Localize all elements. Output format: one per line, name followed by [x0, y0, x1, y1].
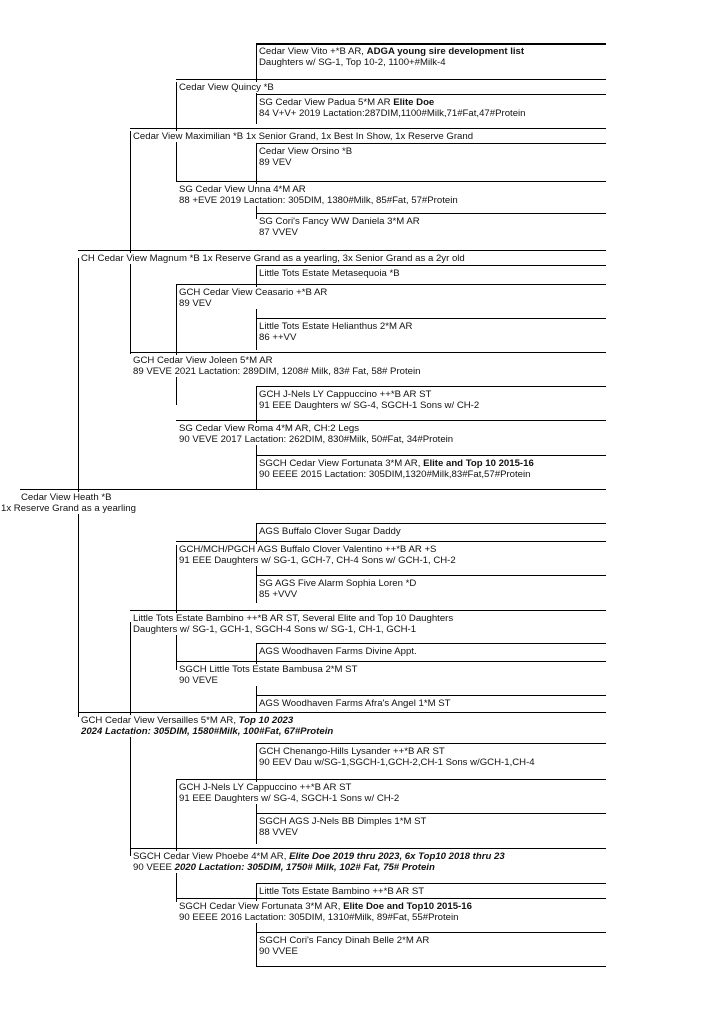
ancestor-name: SGCH AGS J-Nels BB Dimples 1*M ST	[259, 816, 427, 827]
ancestor-name: Little Tots Estate Bambino ++*B AR ST	[259, 886, 425, 897]
rule	[176, 420, 606, 421]
ancestor-details: 91 EEE Daughters w/ SG-1, GCH-7, CH-4 Sons w/ GCH-1, CH-2	[179, 555, 456, 567]
ancestor-name: Little Tots Estate Bambino ++*B AR ST, Several Elite and Top 10 Daughters	[133, 613, 454, 624]
ancestor-details: 87 VVEV	[259, 227, 298, 239]
rule	[176, 898, 606, 899]
bracket-line	[78, 258, 79, 717]
ancestor-dsds	[257, 646, 423, 657]
rule	[256, 643, 606, 644]
ancestor-name: GCH Chenango-Hills Lysander ++*B AR ST	[259, 746, 445, 757]
rule	[256, 575, 606, 576]
ancestor-details: 90 VEEE 2020 Lactation: 305DIM, 1750# Milk, 102# Fat, 75# Protein	[133, 862, 435, 874]
ancestor-name: SGCH Cedar View Phoebe 4*M AR, Elite Doe 2019 thru 2023, 6x Top10 2018 thru 23	[133, 851, 505, 862]
rule	[256, 94, 606, 95]
rule	[256, 523, 606, 524]
rule	[130, 128, 606, 129]
ancestor-details: 89 VEV	[259, 157, 292, 169]
ancestor-name: Cedar View Vito +*B AR, ADGA young sire development list	[259, 46, 525, 57]
rule	[176, 181, 606, 182]
rule	[256, 143, 606, 144]
ancestor-details: Daughters w/ SG-1, GCH-1, SGCH-4 Sons w/ SG-1, CH-1, GCH-1	[133, 624, 417, 635]
ancestor-ddsd	[257, 816, 432, 838]
subject-award: 1x Reserve Grand as a yearling	[1, 503, 136, 514]
subject-animal	[20, 492, 117, 503]
ancestor-ds-progeny	[131, 624, 422, 635]
ancestor-sds	[177, 287, 333, 309]
ancestor-dsss	[257, 526, 407, 537]
rule	[256, 455, 606, 456]
rule	[256, 883, 606, 884]
ancestor-name: SGCH Cedar View Fortunata 3*M AR, Elite and Top 10 2015-16	[259, 458, 534, 469]
ancestor-name: SG AGS Five Alarm Sophia Loren *D	[259, 578, 417, 589]
ancestor-name: AGS Woodhaven Farms Afra's Angel 1*M ST	[259, 698, 451, 709]
ancestor-dd	[131, 851, 511, 873]
sire	[79, 253, 471, 264]
ancestor-sdsd	[257, 321, 418, 343]
ancestor-name: GCH J-Nels LY Cappuccino ++*B AR ST	[259, 389, 432, 400]
ancestor-ssds	[257, 146, 358, 168]
rule	[256, 386, 606, 387]
ancestor-details: 91 EEE Daughters w/ SG-4, SGCH-1 Sons w/ CH-2	[259, 400, 480, 412]
rule	[256, 43, 606, 45]
ancestor-name: AGS Woodhaven Farms Divine Appt.	[259, 646, 417, 657]
ancestor-details: 90 VEVE 2017 Lactation: 262DIM, 830#Milk, 50#Fat, 34#Protein	[179, 434, 454, 446]
ancestor-dss	[177, 544, 462, 566]
ancestor-name: SG Cedar View Roma 4*M AR, CH:2 Legs	[179, 423, 360, 434]
ancestor-ssss	[257, 46, 530, 68]
ancestor-name: Little Tots Estate Helianthus 2*M AR	[259, 321, 413, 332]
ancestor-name: SG Cedar View Unna 4*M AR	[179, 184, 306, 195]
ancestor-sd	[131, 355, 426, 377]
ancestor-name: Cedar View Maximilian *B 1x Senior Grand, 1x Best In Show, 1x Reserve Grand	[133, 131, 474, 142]
rule	[256, 966, 606, 967]
ancestor-ddd	[177, 901, 478, 923]
ancestor-ss	[131, 131, 479, 142]
ancestor-name: Cedar View Quincy *B	[179, 82, 274, 93]
ancestor-dddd	[257, 935, 435, 957]
ancestor-details: 86 ++VV	[259, 332, 297, 344]
ancestor-sddd	[257, 458, 540, 480]
dam	[79, 715, 299, 726]
ancestor-ddds	[257, 886, 430, 897]
bracket-line	[130, 622, 131, 856]
ancestor-name: AGS Buffalo Clover Sugar Daddy	[259, 526, 401, 537]
ancestor-sdds	[257, 389, 485, 411]
rule	[20, 489, 606, 490]
ancestor-dsd	[177, 664, 363, 686]
ancestor-details: 90 EEV Dau w/SG-1,SGCH-1,GCH-2,CH-1 Sons w/GCH-1,CH-4	[259, 757, 535, 769]
rule	[256, 695, 606, 696]
ancestor-details: 90 EEEE 2016 Lactation: 305DIM, 1310#Milk, 89#Fat, 55#Protein	[179, 912, 459, 924]
ancestor-details: 89 VEV	[179, 298, 212, 310]
ancestor-dssd	[257, 578, 422, 600]
dam-lactation	[80, 726, 339, 737]
rule	[130, 352, 606, 353]
ancestor-details: Daughters w/ SG-1, Top 10-2, 1100+#Milk-4	[259, 57, 446, 69]
ancestor-ddss	[257, 746, 541, 768]
ancestor-details: 90 VVEE	[259, 946, 298, 958]
ancestor-ssdd	[257, 216, 426, 238]
ancestor-details: 88 VVEV	[259, 827, 298, 839]
rule	[78, 712, 606, 713]
rule	[256, 743, 606, 744]
ancestor-ssd	[177, 184, 464, 206]
ancestor-name: GCH Cedar View Ceasario +*B AR	[179, 287, 328, 298]
rule	[176, 284, 606, 285]
rule	[78, 250, 606, 251]
subject-name: Cedar View Heath *B	[21, 492, 112, 503]
rule	[256, 813, 606, 814]
rule	[176, 661, 606, 662]
ancestor-details: 91 EEE Daughters w/ SG-4, SGCH-1 Sons w/ CH-2	[179, 793, 400, 805]
rule	[256, 265, 606, 266]
ancestor-details: 89 VEVE 2021 Lactation: 289DIM, 1208# Milk, 83# Fat, 58# Protein	[133, 366, 421, 378]
rule	[256, 318, 606, 319]
ancestor-dds	[177, 782, 405, 804]
ancestor-name: SGCH Cedar View Fortunata 3*M AR, Elite Doe and Top10 2015-16	[179, 901, 472, 912]
bracket-line	[130, 131, 131, 354]
ancestor-name: Cedar View Orsino *B	[259, 146, 353, 157]
ancestor-sdd	[177, 423, 459, 445]
rule	[256, 932, 606, 933]
ancestor-name: GCH Cedar View Joleen 5*M AR	[133, 355, 273, 366]
ancestor-name: GCH/MCH/PGCH AGS Buffalo Clover Valentino ++*B AR +S	[179, 544, 437, 555]
sire-name: CH Cedar View Magnum *B 1x Reserve Grand as a yearling, 3x Senior Grand as a 2yr old	[81, 253, 465, 264]
ancestor-name: SG Cori's Fancy WW Daniela 3*M AR	[259, 216, 420, 227]
ancestor-details: 90 EEEE 2015 Lactation: 305DIM,1320#Milk,83#Fat,57#Protein	[259, 469, 531, 481]
rule	[256, 213, 606, 214]
rule	[176, 541, 606, 542]
dam-name: GCH Cedar View Versailles 5*M AR, Top 10 2023	[81, 715, 294, 726]
ancestor-name: GCH J-Nels LY Cappuccino ++*B AR ST	[179, 782, 352, 793]
ancestor-dsdd	[257, 698, 456, 709]
subject-note	[0, 503, 142, 514]
rule	[176, 779, 606, 780]
ancestor-name: SGCH Little Tots Estate Bambusa 2*M ST	[179, 664, 358, 675]
ancestor-sss	[177, 82, 280, 93]
ancestor-name: SGCH Cori's Fancy Dinah Belle 2*M AR	[259, 935, 430, 946]
ancestor-sdss	[257, 268, 406, 279]
ancestor-name: Little Tots Estate Metasequoia *B	[259, 268, 400, 279]
rule	[176, 79, 606, 80]
ancestor-details: 85 +VVV	[259, 589, 298, 601]
dam-details: 2024 Lactation: 305DIM, 1580#Milk, 100#Fat, 67#Protein	[81, 726, 334, 737]
ancestor-name: SG Cedar View Padua 5*M AR Elite Doe	[259, 97, 435, 108]
rule	[130, 848, 606, 849]
rule	[130, 610, 606, 611]
ancestor-details: 88 +EVE 2019 Lactation: 305DIM, 1380#Milk, 85#Fat, 57#Protein	[179, 195, 458, 207]
ancestor-details: 84 V+V+ 2019 Lactation:287DIM,1100#Milk,71#Fat,47#Protein	[259, 108, 526, 120]
ancestor-sssd	[257, 97, 532, 119]
ancestor-details: 90 VEVE	[179, 675, 218, 687]
ancestor-ds	[131, 613, 459, 624]
